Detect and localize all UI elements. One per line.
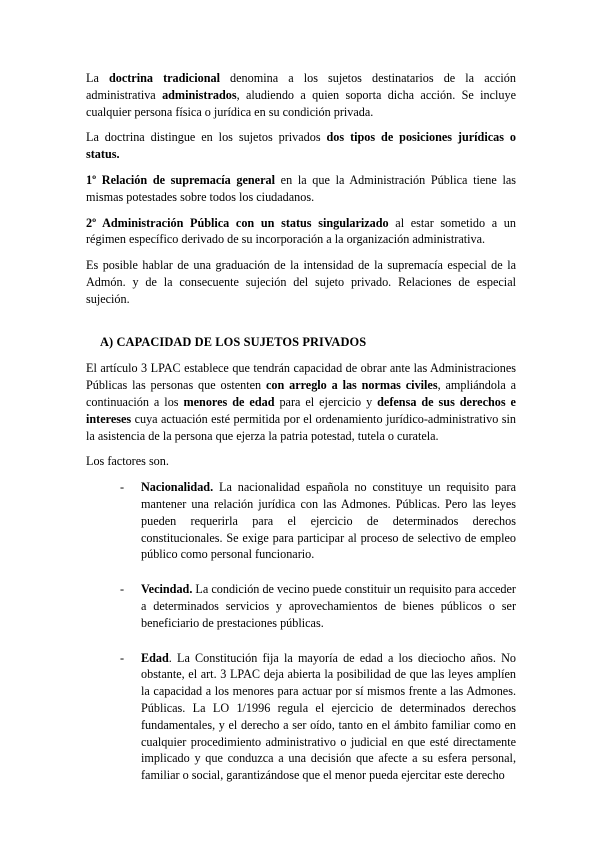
bold-text: dos tipos de posiciones jurídicas o status. [86, 130, 516, 162]
paragraph-articulo-3-lpac [86, 360, 516, 444]
bold-text: con arreglo a las normas civiles [265, 378, 438, 393]
bold-text: defensa de sus derechos e intereses [86, 394, 516, 426]
bold-text: doctrina tradicional [108, 71, 220, 85]
paragraph-doctrina-tradicional [86, 70, 516, 120]
text: al estar sometido a un régimen específico derivado de su incorporación a la organización administrativa. [86, 215, 516, 247]
bold-text: 2º Administración Pública con un status singularizado [86, 215, 389, 230]
paragraph-tipos-posiciones [86, 129, 516, 163]
paragraph-supremacia-general [86, 172, 516, 206]
text: Es posible hablar de una graduación de la intensidad de la supremacía especial de la Admón. y de la consecuente sujeción del sujeto privado. Relaciones de especial sujeción. [86, 258, 516, 306]
document-body [86, 70, 516, 802]
text: El artículo 3 LPAC establece que tendrán capacidad de obrar ante las Administraciones Públicas las personas que ostenten [86, 361, 516, 393]
text: para el ejercicio y [274, 394, 378, 409]
bold-text: Nacionalidad. [141, 480, 214, 495]
paragraph-graduacion [86, 257, 516, 307]
text: , aludiendo a quien soporta dicha acción. Se incluye cualquier persona física o jurídica en su condición privada. [86, 87, 516, 119]
bold-text: 1º Relación de supremacía general [86, 172, 275, 187]
list-dash: - [120, 650, 125, 665]
list-dash: - [120, 582, 125, 597]
list-item-text [141, 581, 516, 631]
text: Los factores son. [86, 454, 169, 469]
text: La condición de vecino puede constituir un requisito para acceder a determinados servicios y aprovechamientos de bienes públicos o ser beneficiario de prestaciones públicas. [141, 582, 516, 630]
list-item-vecindad [86, 581, 516, 631]
list-dash: - [120, 480, 125, 495]
text: , ampliándola a continuación a los [86, 378, 516, 409]
text: . La Constitución fija la mayoría de edad a los dieciocho años. No obstante, el art. 3 LPAC deja abierta la posibilidad de que las leyes amplíen la capacidad a los menores para actuar por sí mismos frente a las Admones. Públicas. La LO 1/1996 regula el ejercicio de determinados derechos fundamentales, y el derecho a ser oído, tanto en el ámbito familiar como en cualquier procedimiento administrativo o judicial en que esté directamente implicado y que conduzca a una decisión que afecte a su esfera personal, familiar o social, garantizándose que el menor pueda ejercitar este derecho [141, 650, 516, 783]
bold-text: Vecindad. [141, 582, 193, 597]
text: La doctrina distingue en los sujetos privados [86, 130, 327, 145]
text: La [86, 71, 109, 85]
list-item-edad [86, 650, 516, 784]
bold-text: administrados [162, 87, 237, 102]
list-item-text [141, 479, 516, 563]
section-heading: A) CAPACIDAD DE LOS SUJETOS PRIVADOS [100, 334, 367, 349]
bold-text: Edad [141, 650, 169, 665]
paragraph-status-singularizado [86, 215, 516, 249]
bold-text: menores de edad [183, 394, 275, 409]
text: en la que la Administración Pública tiene las mismas potestades sobre todos los ciudadanos. [86, 172, 516, 204]
list-item-text [141, 650, 516, 784]
list-item-nacionalidad [86, 479, 516, 563]
text: La nacionalidad española no constituye un requisito para mantener una relación jurídica con las Admones. Públicas. Pero las leyes pueden requerirla para el ejercicio de determinados derechos constitucionales. Se exige para participar al proceso de selectivo de empleo público como personal funcionario. [141, 480, 516, 562]
text: denomina a los sujetos destinatarios de la acción administrativa [86, 71, 516, 102]
paragraph-factores-intro [86, 453, 516, 470]
factors-list [86, 479, 516, 784]
text: cuya actuación esté permitida por el ordenamiento jurídico-administrativo sin la asistencia de la persona que ejerza la patria potestad, tutela o curatela. [86, 411, 516, 443]
